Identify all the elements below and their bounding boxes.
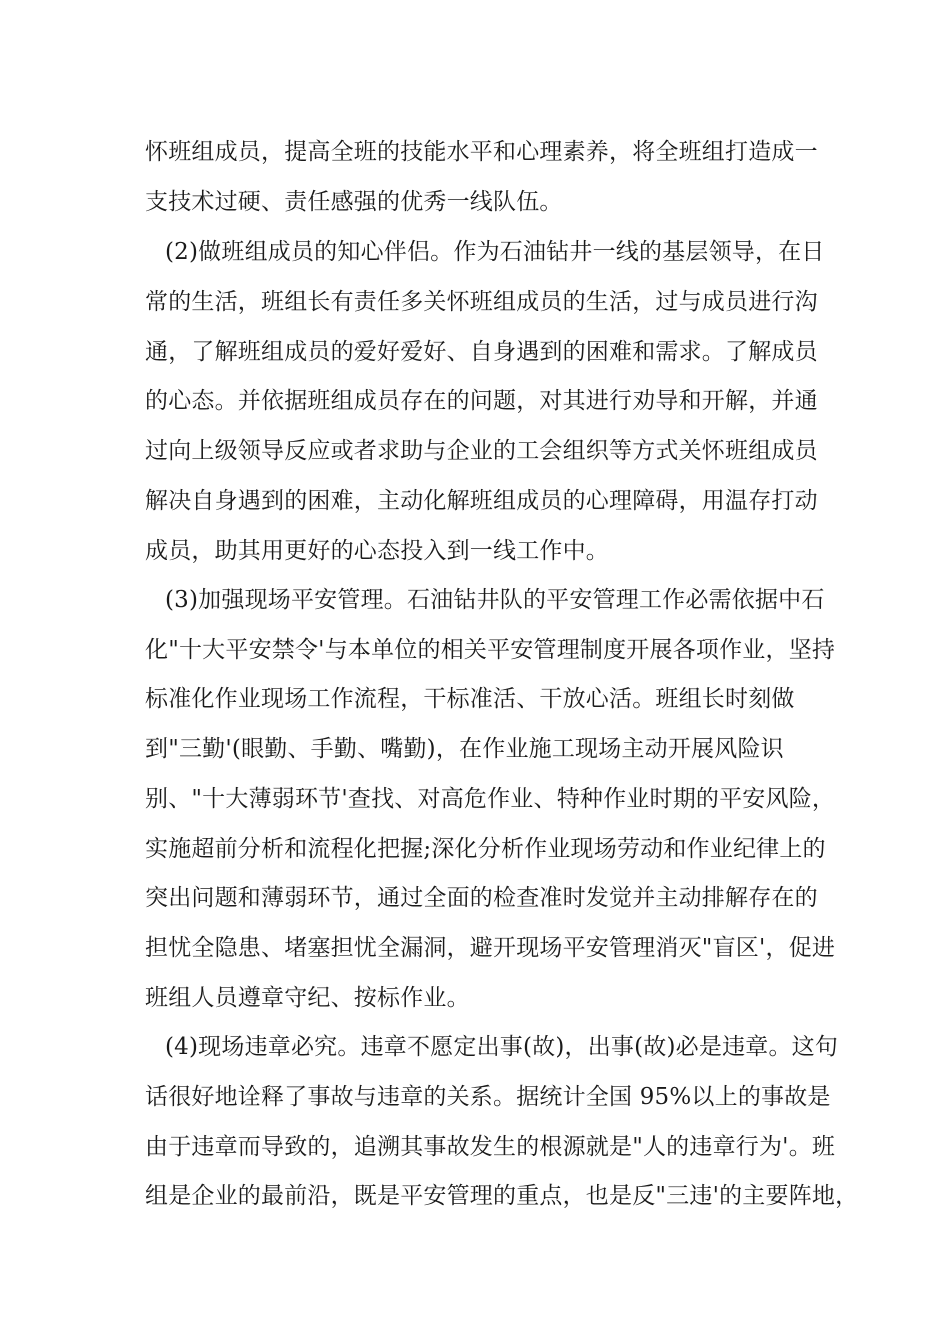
text-line: 组是企业的最前沿，既是平安管理的重点，也是反"三违'的主要阵地， [145,1183,859,1209]
text-line: 话很好地诠释了事故与违章的关系。据统计全国 95%以上的事故是 [145,1084,831,1110]
text-line: 常的生活，班组长有责任多关怀班组成员的生活，过与成员进行沟 [145,289,818,315]
paragraph-start-line: (4)现场违章必究。违章不愿定出事(故)，出事(故)必是违章。这句 [165,1034,839,1060]
text-line: 通，了解班组成员的爱好爱好、自身遇到的困难和需求。了解成员 [145,339,818,365]
text-line: 到"三勤'(眼勤、手勤、嘴勤)，在作业施工现场主动开展风险识 [145,736,784,762]
text-line: 标准化作业现场工作流程，干标准活、干放心活。班组长时刻做 [145,686,795,712]
text-line: 突出问题和薄弱环节，通过全面的检查准时发觉并主动排解存在的 [145,885,818,911]
text-line: 过向上级领导反应或者求助与企业的工会组织等方式关怀班组成员 [145,438,818,464]
text-line: 怀班组成员，提高全班的技能水平和心理素养，将全班组打造成一 [145,139,818,165]
text-line: 解决自身遇到的困难，主动化解班组成员的心理障碍，用温存打动 [145,488,818,514]
text-line: 的心态。并依据班组成员存在的问题，对其进行劝导和开解，并通 [145,388,818,414]
text-line: 由于违章而导致的，追溯其事故发生的根源就是"人的违章行为'。班 [145,1134,836,1160]
paragraph-start-line: (2)做班组成员的知心伴侣。作为石油钻井一线的基层领导，在日 [165,239,825,265]
text-line: 成员，助其用更好的心态投入到一线工作中。 [145,538,609,564]
text-line: 班组人员遵章守纪、按标作业。 [145,985,470,1011]
text-line: 实施超前分析和流程化把握;深化分析作业现场劳动和作业纪律上的 [145,836,826,862]
text-line: 化"十大平安禁令'与本单位的相关平安管理制度开展各项作业，坚持 [145,637,836,663]
paragraph-start-line: (3)加强现场平安管理。石油钻井队的平安管理工作必需依据中石 [165,587,825,613]
text-line: 担忧全隐患、堵塞担忧全漏洞，避开现场平安管理消灭"盲区'，促进 [145,935,836,961]
text-line: 别、"十大薄弱环节'查找、对高危作业、特种作业时期的平安风险， [145,786,836,812]
text-line: 支技术过硬、责任感强的优秀一线队伍。 [145,189,563,215]
